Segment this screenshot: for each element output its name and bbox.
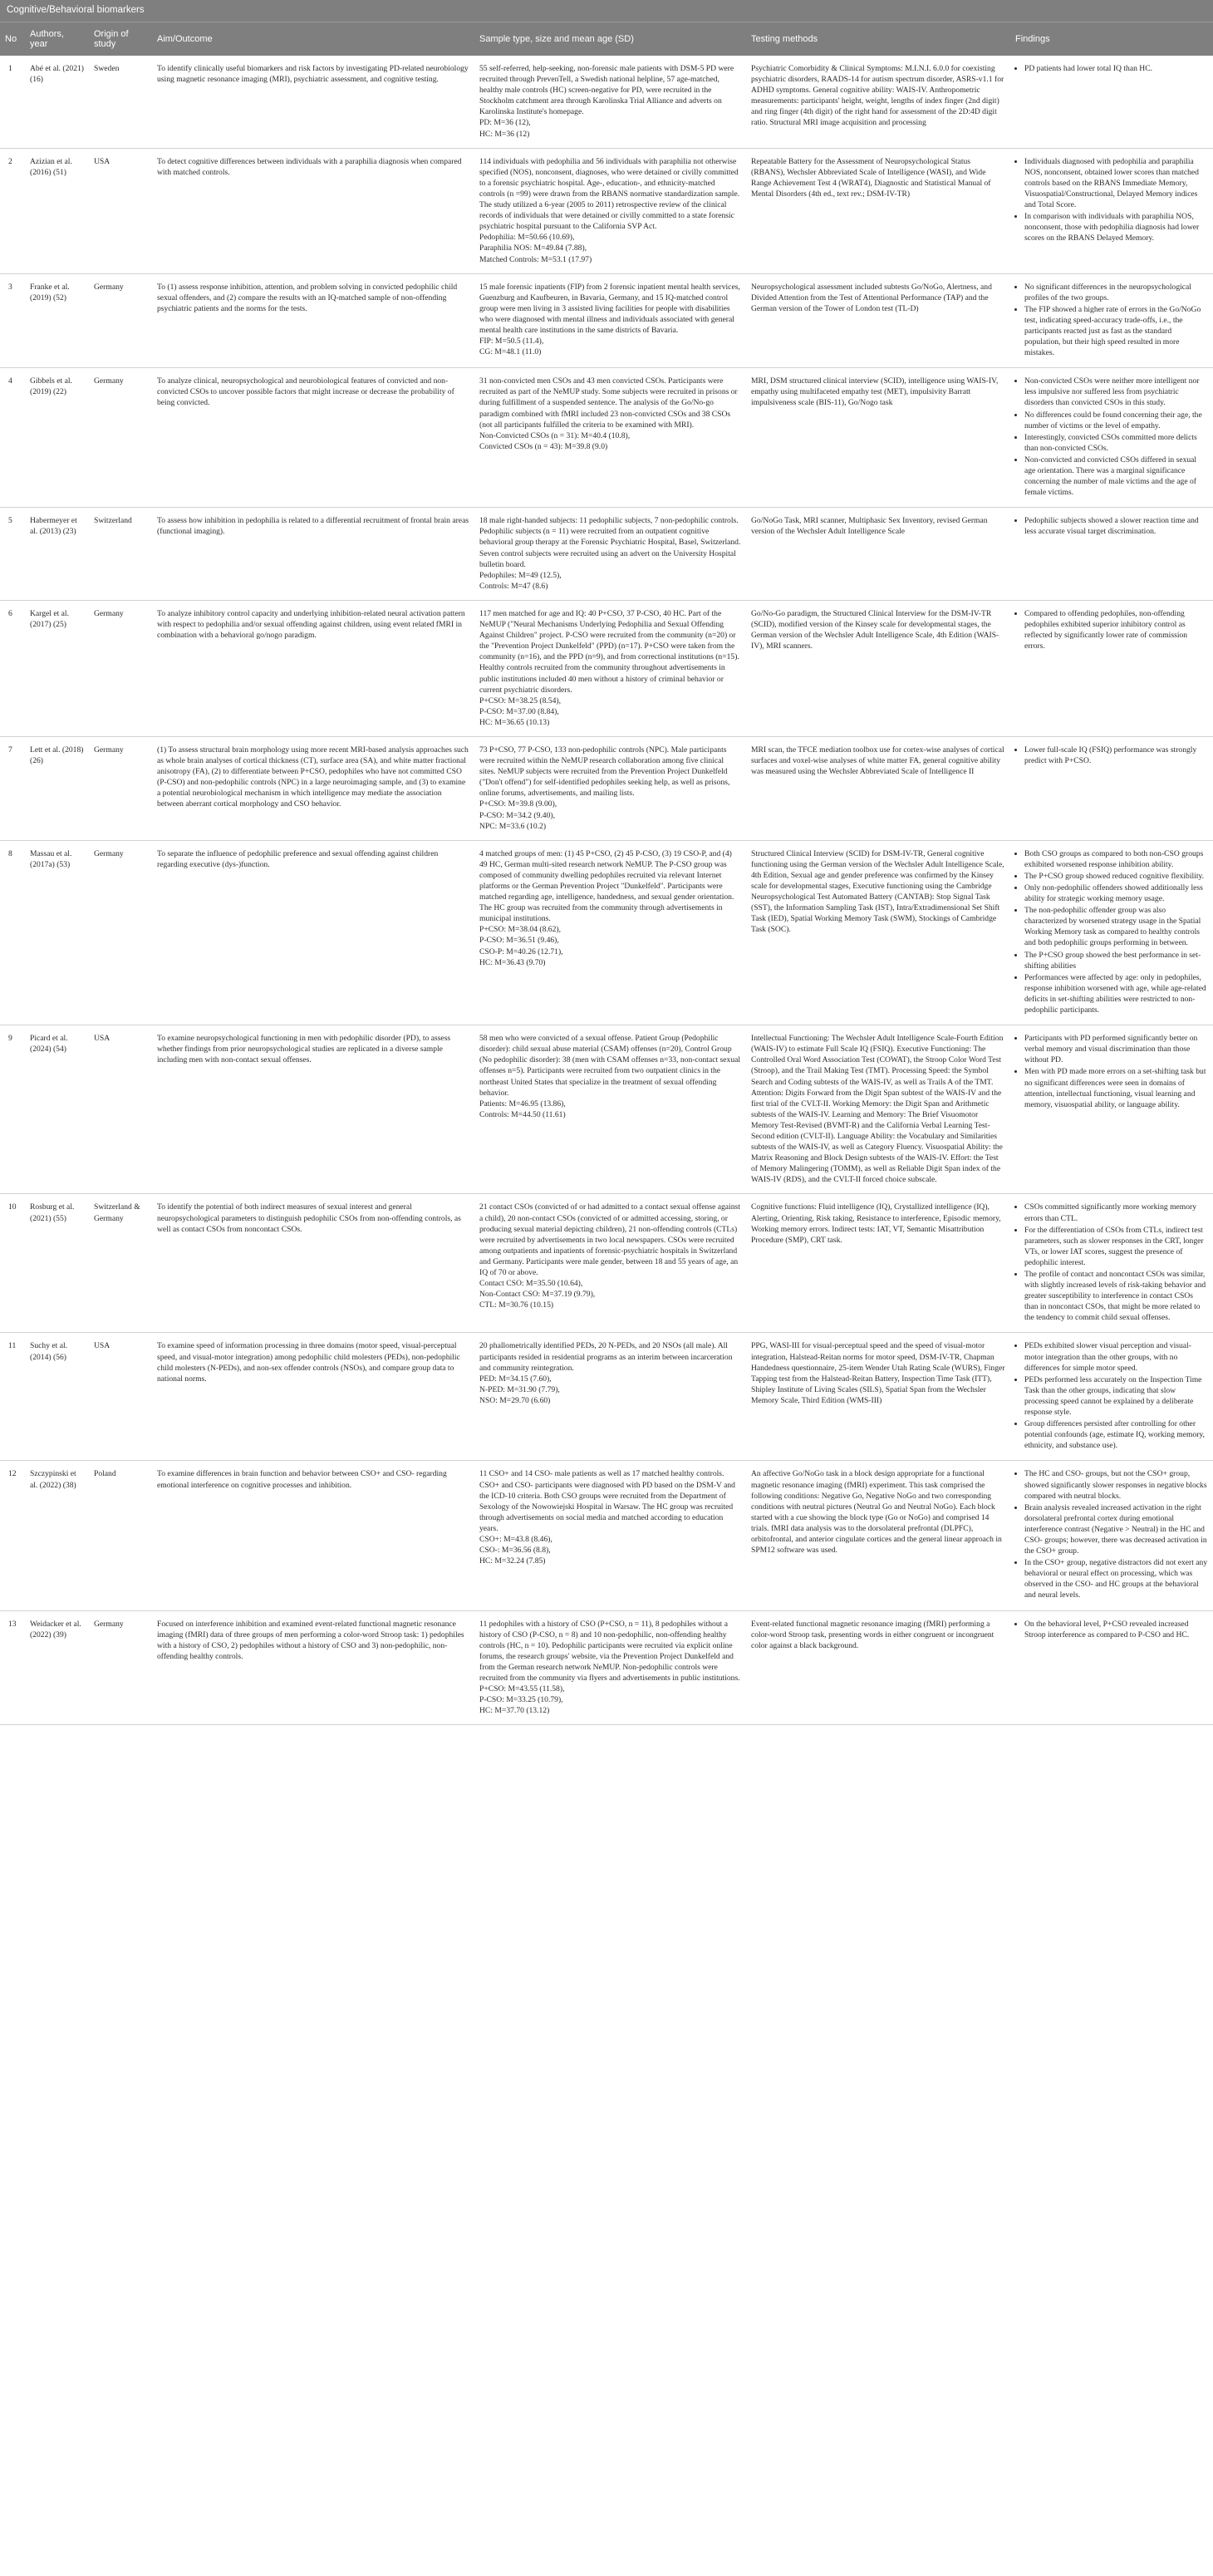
finding-item: • PD patients had lower total IQ than HC. xyxy=(1024,63,1208,74)
cell-aim: To analyze clinical, neuropsychological and neurobiological features of convicted and non-convicted CSOs to uncover possible factors that might increase or decrease the probability of being convicted. xyxy=(152,368,474,508)
header-row xyxy=(0,22,1213,57)
biomarker-table xyxy=(0,22,1213,1725)
cell-methods: MRI scan, the TFCE mediation toolbox use for cortex-wise analyses of cortical surfaces and voxel-wise analyses of white matter FA, general cognitive ability was measured using the Wechsler Abbreviated Scale of Intelligence II xyxy=(746,736,1010,840)
cell-no: 4 xyxy=(0,368,25,508)
cell-sample: 18 male right-handed subjects: 11 pedophilic subjects, 7 non-pedophilic controls. Pedophilic subjects (n = 11) were recruited from an outpatient cognitive behavioral group therapy at the Forensic Psychiatric Hospital, Basel, Switzerland. Seven control subjects were recruited using an advert on the University Hospital bulletin board. Pedophiles: M=49 (12.5), Controls: M=47 (8.6) xyxy=(474,508,746,601)
cell-authors: Franke et al. (2019) (52) xyxy=(25,273,89,368)
col-header-origin: Origin of study xyxy=(89,22,152,57)
cell-no: 13 xyxy=(0,1610,25,1725)
col-header-findings: Findings xyxy=(1010,22,1213,57)
finding-item: • Non-convicted and convicted CSOs differed in sexual age orientation. There was a marginal significance concerning the number of male victims and the age of female victims. xyxy=(1024,455,1208,498)
col-header-no: No xyxy=(0,22,25,57)
cell-no: 11 xyxy=(0,1333,25,1461)
table-row xyxy=(0,840,1213,1025)
finding-item: • In comparison with individuals with paraphilia NOS, nonconsent, those with pedophilia diagnosis had lower scores on the RBANS Delayed Memory. xyxy=(1024,211,1208,243)
cell-aim: To detect cognitive differences between individuals with a paraphilia diagnosis when compared with matched controls. xyxy=(152,148,474,273)
cell-findings xyxy=(1010,1333,1213,1461)
cell-no: 2 xyxy=(0,148,25,273)
cell-sample: 31 non-convicted men CSOs and 43 men convicted CSOs. Participants were recruited as part of the NeMUP study. Some subjects were recruited in prisons or during fulfillment of a suspended sentence. The analysis of the Go/No-go paradigm combined with fMRI included 23 non-convicted CSOs and 38 CSOs (not all participants fulfilled the criteria to be examined with MRI). Non-Convicted CSOs (n = 31): M=40.4 (10.8), Convicted CSOs (n = 43): M=39.8 (9.0) xyxy=(474,368,746,508)
table-row xyxy=(0,600,1213,736)
cell-authors: Suchy et al. (2014) (56) xyxy=(25,1333,89,1461)
cell-sample: 21 contact CSOs (convicted of or had admitted to a contact sexual offense against a child), 20 non-contact CSOs (convicted of or admitted accessing, storing, or producing sexual material depicting children), 21 non-offending controls (CTLs) were recruited by advertisements in two local newspapers. CSOs were recruited among outpatients and inpatients of forensic-psychiatric hospitals in Switzerland and Germany. Participants were male gender, between 18 and 55 years of age, an IQ of 70 or above. Contact CSO: M=35.50 (10.64), Non-Contact CSO: M=37.19 (9.79), CTL: M=30.76 (10.15) xyxy=(474,1194,746,1333)
cell-aim: To analyze inhibitory control capacity and underlying inhibition-related neural activation pattern with respect to pedophilia and/or sexual offending against children, using event related fMRI in combination with a behavioral go/nogo paradigm. xyxy=(152,600,474,736)
cell-origin: Germany xyxy=(89,840,152,1025)
finding-item: • Men with PD made more errors on a set-shifting task but no significant differences were seen in domains of attention, intellectual functioning, visual learning and memory, visuospatial ability, or language ability. xyxy=(1024,1066,1208,1109)
cell-aim: To assess how inhibition in pedophilia is related to a differential recruitment of frontal brain areas (functional imaging). xyxy=(152,508,474,601)
cell-origin: Germany xyxy=(89,273,152,368)
cell-no: 10 xyxy=(0,1194,25,1333)
cell-sample: 15 male forensic inpatients (FIP) from 2 forensic inpatient mental health services, Guenzburg and Kaufbeuren, in Bavaria, Germany, and 15 IQ-matched control group were men living in 3 assisted living facilities for people with disabilities who were diagnosed with mental illness and individuals associated with general mental health care institutions in the same districts of Bavaria. FIP: M=50.5 (11.4), CG: M=48.1 (11.0) xyxy=(474,273,746,368)
table-row xyxy=(0,1610,1213,1725)
finding-item: • Only non-pedophilic offenders showed additionally less ability for strategic working memory usage. xyxy=(1024,882,1208,904)
cell-methods: Intellectual Functioning: The Wechsler Adult Intelligence Scale-Fourth Edition (WAIS-IV) to estimate Full Scale IQ (FSIQ). Executive Functioning: The Controlled Oral Word Association Test (COWAT), the Stroop Color Word Test (Stroop), and the Trail Making Test (TMT). Processing Speed: the Symbol Search and Coding subtests of the WAIS-IV, as well as Trails A of the TMT. Attention: Digits Forward from the Digit Span subtest of the WAIS-IV and the first trial of the CVLT-II. Working Memory: the Digit Span and Arithmetic subtests of the WAIS-IV. Learning and Memory: The Brief Visuomotor Memory Test-Revised (BVMT-R) and the California Verbal Learning Test-Second edition (CVLT-II). Language Ability: the Vocabulary and Similarities subtests of the WAIS-IV, as well as Category Fluency. Visuospatial Ability: the Matrix Reasoning and Block Design subtests of the WAIS-IV. Effort: the Test of Memory Malingering (TOMM), as well as Reliable Digit Span index of the WAIS-IV (RDS), and the CVLT-II forced choice subscale. xyxy=(746,1025,1010,1194)
cell-aim: To identify the potential of both indirect measures of sexual interest and general neuropsychological parameters to distinguish pedophilic CSOs from non-offending controls, as well as contact CSOs from noncontact CSOs. xyxy=(152,1194,474,1333)
cell-authors: Weidacker et al. (2022) (39) xyxy=(25,1610,89,1725)
finding-item: • On the behavioral level, P+CSO revealed increased Stroop interference as compared to P-CSO and HC. xyxy=(1024,1619,1208,1640)
cell-findings xyxy=(1010,508,1213,601)
table-title: Cognitive/Behavioral biomarkers xyxy=(0,0,1213,22)
cell-no: 3 xyxy=(0,273,25,368)
table-row xyxy=(0,368,1213,508)
cell-aim: To examine differences in brain function and behavior between CSO+ and CSO- regarding emotional interference on cognitive processes and inhibition. xyxy=(152,1461,474,1610)
finding-item: • PEDs exhibited slower visual perception and visual-motor integration than the other groups, with no differences for simple motor speed. xyxy=(1024,1340,1208,1373)
finding-item: • The HC and CSO- groups, but not the CSO+ group, showed significantly slower responses in negative blocks compared with neutral blocks. xyxy=(1024,1468,1208,1501)
finding-item: • CSOs committed significantly more working memory errors than CTL. xyxy=(1024,1202,1208,1223)
findings-list xyxy=(1015,1468,1208,1600)
cell-no: 6 xyxy=(0,600,25,736)
cell-findings xyxy=(1010,1610,1213,1725)
findings-list xyxy=(1015,376,1208,498)
cell-findings xyxy=(1010,1194,1213,1333)
cell-findings xyxy=(1010,736,1213,840)
cell-origin: Germany xyxy=(89,368,152,508)
cell-methods: Go/NoGo Task, MRI scanner, Multiphasic Sex Inventory, revised German version of the Wechsler Adult Intelligence Scale xyxy=(746,508,1010,601)
cell-authors: Gibbels et al. (2019) (22) xyxy=(25,368,89,508)
findings-list xyxy=(1015,63,1208,74)
finding-item: • Performances were affected by age: only in pedophiles, response inhibition worsened with age, while age-related deficits in set-shifting abilities were restricted to non-pedophilic participants. xyxy=(1024,972,1208,1015)
cell-findings xyxy=(1010,148,1213,273)
cell-no: 12 xyxy=(0,1461,25,1610)
cell-origin: Switzerland & Germany xyxy=(89,1194,152,1333)
cell-methods: Cognitive functions: Fluid intelligence (IQ), Crystallized intelligence (IQ), Alerting, Orienting, Risk taking, Resistance to interference, Episodic memory, Working memory errors. Indirect tests: IAT, VT, Semantic Misattribution Procedure (SMP), CRT task. xyxy=(746,1194,1010,1333)
cell-aim: To (1) assess response inhibition, attention, and problem solving in convicted pedophilic child sexual offenders, and (2) compare the results with an IQ-matched sample of non-offending psychiatric patients and the norms for the tests. xyxy=(152,273,474,368)
finding-item: • Compared to offending pedophiles, non-offending pedophiles exhibited superior inhibitory control as reflected by significantly lower rate of commission errors. xyxy=(1024,608,1208,651)
cell-sample: 4 matched groups of men: (1) 45 P+CSO, (2) 45 P-CSO, (3) 19 CSO-P, and (4) 49 HC, German multi-sited research network NeMUP. The P-CSO group was composed of community dwelling pedophiles recruited via relevant Internet platforms or the German Prevention Project "Dunkelfeld". Participants were matched regarding age, intelligence, handedness, and sexual gender orientation. The HC group was recruited from the community through advertisements in municipal institutions. P+CSO: M=38.04 (8.62), P-CSO: M=36.51 (9.46), CSO-P: M=40.26 (12.71), HC: M=36.43 (9.70) xyxy=(474,840,746,1025)
table-row xyxy=(0,273,1213,368)
cell-origin: USA xyxy=(89,148,152,273)
cell-authors: Rosburg et al. (2021) (55) xyxy=(25,1194,89,1333)
finding-item: • PEDs performed less accurately on the Inspection Time Task than the other groups, indicating that slow processing speed cannot be explained by a deliberate response style. xyxy=(1024,1374,1208,1418)
table-row xyxy=(0,508,1213,601)
cell-sample: 20 phallometrically identified PEDs, 20 N-PEDs, and 20 NSOs (all male). All participants resided in residential programs as an interim between incarceration and community reintegration. PED: M=34.15 (7.60), N-PED: M=31.90 (7.79), NSO: M=29.70 (6.60) xyxy=(474,1333,746,1461)
findings-list xyxy=(1015,745,1208,766)
cell-sample: 55 self-referred, help-seeking, non-forensic male patients with DSM-5 PD were recruited through PrevenTell, a Swedish national helpline, 57 age-matched, healthy male controls (HC) screen-negative for PD, were recruited in the Stockholm catchment area through Karolinska Trial Alliance and adverts on Karolinska Institute's homepage. PD: M=36 (12), HC: M=36 (12) xyxy=(474,56,746,148)
cell-origin: USA xyxy=(89,1025,152,1194)
table-row xyxy=(0,56,1213,148)
cell-findings xyxy=(1010,1025,1213,1194)
finding-item: • In the CSO+ group, negative distractors did not exert any behavioral or neural effect on processing, which was observed in the CSO- and HC groups at the behavioral and neural levels. xyxy=(1024,1557,1208,1600)
finding-item: • No significant differences in the neuropsychological profiles of the two groups. xyxy=(1024,282,1208,303)
cell-origin: Germany xyxy=(89,736,152,840)
finding-item: • The FIP showed a higher rate of errors in the Go/NoGo test, indicating speed-accuracy trade-offs, i.e., the participants reacted just as fast as the standard population, but their high speed resulted in more mistakes. xyxy=(1024,304,1208,358)
cell-authors: Habermeyer et al. (2013) (23) xyxy=(25,508,89,601)
col-header-sample: Sample type, size and mean age (SD) xyxy=(474,22,746,57)
cell-authors: Abé et al. (2021) (16) xyxy=(25,56,89,148)
cell-sample: 11 pedophiles with a history of CSO (P+CSO, n = 11), 8 pedophiles without a history of CSO (P-CSO, n = 8) and 10 non-pedophilic, non-offending healthy controls (HC, n = 10). Pedophilic participants were recruited via explicit online forums, the research groups' website, via the Prevention Project Dunkelfeld and from the German research network NeMUP. Non-pedophilic controls were recruited from the community via flyers and advertisements in public institutions. P+CSO: M=43.55 (11.58), P-CSO: M=33.25 (10.79), HC: M=37.70 (13.12) xyxy=(474,1610,746,1725)
cell-methods: Go/No-Go paradigm, the Structured Clinical Interview for the DSM-IV-TR (SCID), modified version of the Kinsey scale for developmental stages, the German version of the Wechsler Adult Intelligence Scale, 4th Edition (WAIS-IV), MRI scanners. xyxy=(746,600,1010,736)
cell-findings xyxy=(1010,273,1213,368)
finding-item: • Participants with PD performed significantly better on verbal memory and visual discrimination than those without PD. xyxy=(1024,1033,1208,1065)
findings-list xyxy=(1015,1619,1208,1640)
table-row xyxy=(0,1461,1213,1610)
findings-list xyxy=(1015,1340,1208,1451)
cell-origin: Sweden xyxy=(89,56,152,148)
findings-list xyxy=(1015,515,1208,537)
finding-item: • Interestingly, convicted CSOs committed more delicts than non-convicted CSOs. xyxy=(1024,432,1208,454)
finding-item: • Group differences persisted after controlling for other potential confounds (age, estimate IQ, working memory, ethnicity, and substance use). xyxy=(1024,1418,1208,1451)
table-row xyxy=(0,1025,1213,1194)
cell-methods: PPG, WASI-III for visual-perceptual speed and the speed of visual-motor integration, Halstead-Reitan norms for motor speed, DSM-IV-TR, Chapman Handedness questionnaire, 25-item Wender Utah Rating Scale (WURS), Finger Tapping test from the Halstead-Reitan Battery, Inspection Time Task (ITT), Shipley Institute of Living Scales (SILS), Spatial Span from the Wechsler Memory Scale, Third Edition (WMS-III) xyxy=(746,1333,1010,1461)
finding-item: • No differences could be found concerning their age, the number of victims or the level of empathy. xyxy=(1024,410,1208,431)
cell-methods: Event-related functional magnetic resonance imaging (fMRI) performing a color-word Stroop task, presenting words in either congruent or incongruent color against a black background. xyxy=(746,1610,1010,1725)
cell-aim: To identify clinically useful biomarkers and risk factors by investigating PD-related neurobiology using magnetic resonance imaging (MRI), psychiatric assessment, and cognitive testing. xyxy=(152,56,474,148)
cell-sample: 58 men who were convicted of a sexual offense. Patient Group (Pedophilic disorder): child sexual abuse material (CSAM) offenses (n=20), Control Group (No pedophilic disorder): 38 (men with CSAM offenses n=33, non-contact sexual offenses n=5). Participants were recruited from two outpatient clinics in the northeast United States that specialize in the treatment of sexual offending behavior. Patients: M=46.95 (13.86), Controls: M=44.50 (11.61) xyxy=(474,1025,746,1194)
table-body xyxy=(0,56,1213,1725)
cell-authors: Azizian et al. (2016) (51) xyxy=(25,148,89,273)
finding-item: • Lower full-scale IQ (FSIQ) performance was strongly predict with P+CSO. xyxy=(1024,745,1208,766)
finding-item: • For the differentiation of CSOs from CTLs, indirect test parameters, such as slower responses in the CRT, longer VTs, or lower IAT scores, suggest the presence of pedophilic interest. xyxy=(1024,1225,1208,1268)
cell-no: 8 xyxy=(0,840,25,1025)
findings-list xyxy=(1015,1033,1208,1110)
findings-list xyxy=(1015,848,1208,1015)
table-row xyxy=(0,148,1213,273)
cell-findings xyxy=(1010,840,1213,1025)
cell-aim: To separate the influence of pedophilic preference and sexual offending against children regarding executive (dys-)function. xyxy=(152,840,474,1025)
findings-list xyxy=(1015,608,1208,651)
finding-item: • The profile of contact and noncontact CSOs was similar, with slightly increased levels of risk-taking behavior and greater susceptibility to interference in contact CSOs than in noncontact CSOs, that might be more related to the tendency to commit child sexual offenses. xyxy=(1024,1269,1208,1323)
cell-no: 5 xyxy=(0,508,25,601)
cell-sample: 73 P+CSO, 77 P-CSO, 133 non-pedophilic controls (NPC). Male participants were recruited within the NeMUP research collaboration among five clinical sites. NeMUP subjects were recruited from the Prevention Project Dunkelfeld ("Don't offend") for self-identified pedophiles seeking help, as well as prisons, online forums, advertisements, and mailing lists. P+CSO: M=39.8 (9.00), P-CSO: M=34.2 (9.40), NPC: M=33.6 (10.2) xyxy=(474,736,746,840)
cell-findings xyxy=(1010,600,1213,736)
finding-item: • Individuals diagnosed with pedophilia and paraphilia NOS, nonconsent, obtained lower scores than matched controls based on the RBANS Immediate Memory, Visuospatial/Constructional, Delayed Memory indices and Total Score. xyxy=(1024,156,1208,210)
col-header-authors: Authors, year xyxy=(25,22,89,57)
cell-aim: (1) To assess structural brain morphology using more recent MRI-based analysis approaches such as whole brain analyses of cortical thickness (CT), surface area (SA), and white matter fractional anisotropy (FA), (2) to differentiate between P+CSO, pedophiles who have not committed CSO (P-CSO) and non-pedophilic controls (NPC) in a large neuroimaging sample, and (3) to examine a potential neurobiological mechanism in which intelligence may mediate the association between aberrant cortical morphology and CSO behavior. xyxy=(152,736,474,840)
col-header-methods: Testing methods xyxy=(746,22,1010,57)
cell-sample: 11 CSO+ and 14 CSO- male patients as well as 17 matched healthy controls. CSO+ and CSO- participants were diagnosed with PD based on the DSM-V and the ICD-10 criteria. Both CSO groups were recruited from the Department of Sexology of the Nowowiejski Hospital in Warsaw. The HC group was recruited through advertisements on social media and matched according to education years. CSO+: M=43.8 (8.46), CSO-: M=36.56 (8.8), HC: M=32.24 (7.85) xyxy=(474,1461,746,1610)
finding-item: • The non-pedophilic offender group was also characterized by worsened strategy usage in the Spatial Working Memory task as compared to healthy controls and both pedophilic groups performing in between. xyxy=(1024,905,1208,948)
cell-aim: To examine neuropsychological functioning in men with pedophilic disorder (PD), to assess whether findings from prior neuropsychological studies are replicated in a diverse sample including men with non-contact sexual offenses. xyxy=(152,1025,474,1194)
cell-methods: Structured Clinical Interview (SCID) for DSM-IV-TR, General cognitive functioning using the German version of the Wechsler Adult Intelligence Scale, 4th Edition, Sexual age and gender preference was confirmed by the Kinsey scale for developmental stages, Executive functioning using the Cambridge Neuropsychological Test Automated Battery (CANTAB): Stop Signal Task (SST), the Information Sampling Task (IST), Intra/Extradimensional Set Shift Task (IED), Spatial Working Memory Task (SWM), Stockings of Cambridge Task (SOC). xyxy=(746,840,1010,1025)
cell-findings xyxy=(1010,56,1213,148)
cell-no: 1 xyxy=(0,56,25,148)
cell-origin: Germany xyxy=(89,600,152,736)
table-row xyxy=(0,736,1213,840)
finding-item: • The P+CSO group showed the best performance in set-shifting abilities xyxy=(1024,950,1208,971)
findings-list xyxy=(1015,156,1208,244)
col-header-aim: Aim/Outcome xyxy=(152,22,474,57)
cell-authors: Szczypinski et al. (2022) (38) xyxy=(25,1461,89,1610)
cell-methods: Repeatable Battery for the Assessment of Neuropsychological Status (RBANS), Wechsler Abbreviated Scale of Intelligence (WASI), and Wide Range Achievement Test 4 (WRAT4), Diagnostic and Statistical Manual of Mental Disorders (4th ed., text rev.; DSM-IV-TR) xyxy=(746,148,1010,273)
finding-item: • Pedophilic subjects showed a slower reaction time and less accurate visual target discrimination. xyxy=(1024,515,1208,537)
cell-methods: Psychiatric Comorbidity & Clinical Symptoms: M.I.N.I. 6.0.0 for coexisting psychiatric disorders, RAADS-14 for autism spectrum disorder, ASRS-v1.1 for ADHD symptoms. General cognitive ability: WAIS-IV. Anthropometric measurements: participants' height, weight, lengths of index finger (2nd digit) and ring finger (4th digit) of the right hand for assessment of the 2D:4D digit ratio. Structural MRI image acquisition and processing xyxy=(746,56,1010,148)
cell-methods: MRI, DSM structured clinical interview (SCID), intelligence using WAIS-IV, empathy using multifaceted empathy test (MET), impulsivity Barratt impulsiveness scale (BIS-11), Go/Nogo task xyxy=(746,368,1010,508)
cell-methods: An affective Go/NoGo task in a block design appropriate for a functional magnetic resonance imaging (fMRI) experiment. This task comprised the following conditions: Negative Go, Negative NoGo and two corresponding conditions with neutral pictures (Neutral Go and Neutral NoGo). Each block started with a cue showing the block type (Go or NoGo) and comprised 14 trials. fMRI data analysis was to the dorsolateral prefrontal (DLPFC), orbitofrontal, and anterior cingulate cortices and the general linear approach in SPM12 software was used. xyxy=(746,1461,1010,1610)
findings-list xyxy=(1015,282,1208,359)
cell-no: 9 xyxy=(0,1025,25,1194)
table-row xyxy=(0,1333,1213,1461)
cell-authors: Picard et al. (2024) (54) xyxy=(25,1025,89,1194)
cell-authors: Kargel et al. (2017) (25) xyxy=(25,600,89,736)
finding-item: • Both CSO groups as compared to both non-CSO groups exhibited worsened response inhibition ability. xyxy=(1024,848,1208,870)
cell-findings xyxy=(1010,1461,1213,1610)
cell-no: 7 xyxy=(0,736,25,840)
cell-authors: Lett et al. (2018) (26) xyxy=(25,736,89,840)
cell-sample: 117 men matched for age and IQ: 40 P+CSO, 37 P-CSO, 40 HC. Part of the NeMUP ("Neural Mechanisms Underlying Pedophilia and Sexual Offending Against Children" project. P-CSO were recruited from the community (n=20) or the "Prevention Project Dunkelfeld" (PPD) (n=17). P+CSO were taken from the community (n=16), and the PPD (n=9), and from correctional institutions (n=15). Healthy controls recruited from the community throughout advertisements in public institutions included 40 men without a history of criminal behavior or current psychiatric disorders. P+CSO: M=38.25 (8.54), P-CSO: M=37.00 (8.84), HC: M=36.65 (10.13) xyxy=(474,600,746,736)
finding-item: • The P+CSO group showed reduced cognitive flexibility. xyxy=(1024,871,1208,882)
cell-findings xyxy=(1010,368,1213,508)
finding-item: • Brain analysis revealed increased activation in the right dorsolateral prefrontal cortex during emotional interference contrast (Negative > Neutral) in the HC and CSO- groups; however, there was decreased activation in the CSO+ group. xyxy=(1024,1502,1208,1556)
cell-origin: USA xyxy=(89,1333,152,1461)
findings-list xyxy=(1015,1202,1208,1323)
cell-origin: Germany xyxy=(89,1610,152,1725)
cell-origin: Poland xyxy=(89,1461,152,1610)
cell-methods: Neuropsychological assessment included subtests Go/NoGo, Alertness, and Divided Attention from the Test of Attentional Performance (TAP) and the German version of the Tower of London test (TL-D) xyxy=(746,273,1010,368)
cell-sample: 114 individuals with pedophilia and 56 individuals with paraphilia not otherwise specified (NOS), nonconsent, diagnoses, who were detained or civilly committed to a forensic psychiatric hospital. Age-, education-, and ethnicity-matched controls (n =99) were drawn from the RBANS normative standardization sample. The study utilized a 6-year (2005 to 2011) retrospective review of the clinical records of individuals that were detained or civilly committed to a state forensic psychiatric hospital pursuant to the California SVP Act. Pedophilia: M=50.66 (10.69), Paraphilia NOS: M=49.84 (7.88), Matched Controls: M=53.1 (17.97) xyxy=(474,148,746,273)
table-row xyxy=(0,1194,1213,1333)
cell-aim: To examine speed of information processing in three domains (motor speed, visual-perceptual speed, and visual-motor integration) among pedophilic child molesters (PEDs), non-pedophilic child molesters (N-PEDs), and non-sex offender controls (NSOs), and compare group data to national norms. xyxy=(152,1333,474,1461)
finding-item: • Non-convicted CSOs were neither more intelligent nor less impulsive nor suffered less from psychiatric disorders than convicted CSOs in this study. xyxy=(1024,376,1208,408)
cell-authors: Massau et al. (2017a) (53) xyxy=(25,840,89,1025)
cell-aim: Focused on interference inhibition and examined event-related functional magnetic resonance imaging (fMRI) data of three groups of men performing a color-word Stroop task: 1) pedophiles with a history of CSO, 2) pedophiles without a history of CSO and 3) non-pedophilic, non-offending healthy controls. xyxy=(152,1610,474,1725)
cell-origin: Switzerland xyxy=(89,508,152,601)
